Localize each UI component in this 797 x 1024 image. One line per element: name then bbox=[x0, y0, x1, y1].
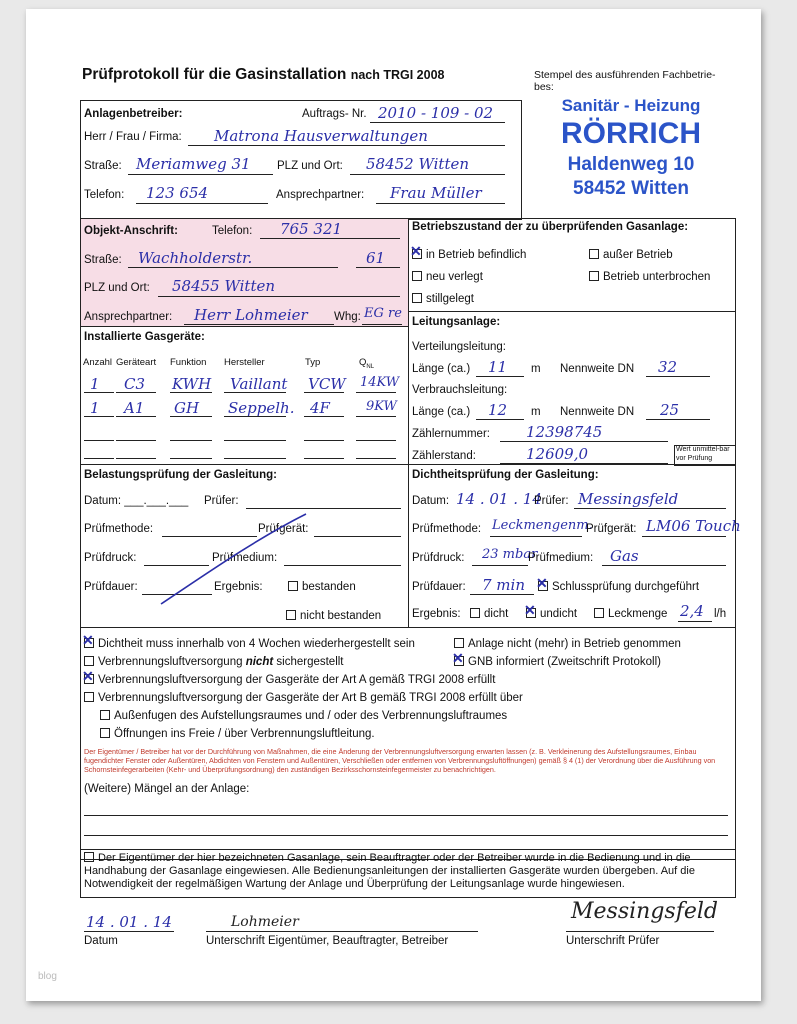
object-zip-label: PLZ und Ort: bbox=[84, 282, 150, 294]
load-result-label: Ergebnis: bbox=[214, 581, 263, 593]
object-contact[interactable]: Herr Lohmeier bbox=[194, 306, 308, 324]
load-method-label: Prüfmethode: bbox=[84, 523, 154, 535]
device-field-line bbox=[356, 392, 396, 393]
state-in-operation[interactable]: ✕in Betrieb befindlich bbox=[412, 249, 526, 261]
operator-heading: Anlagenbetreiber: bbox=[84, 108, 183, 120]
notice-text: Der Eigentümer / Betreiber hat vor der Durchführung von Maßnahmen, die eine Änderung der Verbrennungsluftversorgung erwarten lassen (z. B. Verkleinerung des Aufstellungsraumes, Einbau fugendichter Fenster oder Außentüren, Abdichten von Fenstern und Außentüren, Verschließen oder entfernen von Verbrennungsluftöffnungen) gemäß § 4 (1) der Verordnung über die Ausführung von Schornsteinfegerarbeiten (Kehr- und Überprüfungsordnung) den zuständigen Bezirksschornsteinfegermeister zu benachrichtigen. bbox=[84, 747, 716, 774]
device-2-maker[interactable]: Seppelh. bbox=[228, 399, 295, 417]
phone-label: Telefon: bbox=[84, 189, 125, 201]
leak-method-label: Prüfmethode: bbox=[412, 523, 482, 535]
device-field-line bbox=[84, 392, 114, 393]
device-field-line bbox=[304, 458, 344, 459]
leak-result-leaky[interactable]: ✕ undicht bbox=[526, 608, 577, 620]
signature-date[interactable]: 14 . 01 . 14 bbox=[86, 913, 172, 931]
load-duration-label: Prüfdauer: bbox=[84, 581, 138, 593]
leak-tester[interactable]: Messingsfeld bbox=[578, 490, 679, 508]
object-heading: Objekt-Anschrift: bbox=[84, 225, 178, 237]
instruction-text[interactable]: Der Eigentümer der hier bezeichneten Gasanlage, sein Beauftragter oder der Betreiber wurde in die Bedienung und in die Handhabung der Gasanlage eingewiesen. Alle Bedienungsanleitungen der installierten Gasgeräte wurden übergeben. Auf die Notwendigkeit der regelmäßigen Wartung der Anlage und Überprüfung der Leitungsanlage wurde hingewiesen. bbox=[84, 852, 695, 890]
measure-type-a[interactable]: ✕Verbrennungsluftversorgung der Gasgeräte der Art A gemäß TRGI 2008 erfüllt bbox=[84, 674, 495, 686]
device-field-line bbox=[84, 416, 114, 417]
cons-dn-label: Nennweite DN bbox=[560, 406, 635, 418]
street-label: Straße: bbox=[84, 160, 122, 172]
checkbox-icon[interactable] bbox=[100, 728, 110, 738]
leak-device[interactable]: LM06 Touch bbox=[646, 517, 741, 535]
meter-number[interactable]: 12398745 bbox=[526, 423, 603, 441]
load-failed[interactable]: nicht bestanden bbox=[286, 610, 381, 622]
object-phone[interactable]: 765 321 bbox=[280, 220, 343, 238]
state-decommissioned[interactable]: stillgelegt bbox=[412, 293, 474, 305]
leak-method[interactable]: Leckmengenm. bbox=[492, 518, 593, 533]
col-model: Typ bbox=[305, 357, 321, 368]
cons-label: Verbrauchsleitung: bbox=[412, 384, 508, 396]
device-1-type[interactable]: C3 bbox=[124, 375, 146, 393]
device-2-function[interactable]: GH bbox=[174, 399, 200, 417]
checkbox-icon[interactable] bbox=[84, 852, 94, 862]
state-out-of-service[interactable]: außer Betrieb bbox=[589, 249, 673, 261]
object-contact-label: Ansprechpartner: bbox=[84, 311, 173, 323]
leak-amount[interactable]: 2,4 bbox=[680, 602, 704, 620]
page-title: Prüfprotokoll für die Gasinstallation nach TRGI 2008 bbox=[82, 66, 445, 83]
col-function: Funktion bbox=[170, 357, 207, 368]
leak-pressure[interactable]: 23 mbar bbox=[482, 547, 538, 562]
checkbox-icon[interactable] bbox=[286, 610, 296, 620]
checkbox-checked-icon[interactable] bbox=[454, 656, 464, 666]
leak-medium[interactable]: Gas bbox=[610, 547, 639, 565]
piping-heading: Leitungsanlage: bbox=[412, 316, 501, 328]
col-maker: Hersteller bbox=[224, 357, 265, 368]
order-label: Auftrags- Nr. bbox=[302, 108, 367, 120]
dist-length-label: Länge (ca.) bbox=[412, 363, 471, 375]
leak-final-check[interactable]: ✕ Schlussprüfung durchgeführt bbox=[538, 581, 699, 593]
col-q: $Q_{NL}$ bbox=[359, 357, 375, 370]
checkbox-icon[interactable] bbox=[412, 293, 422, 303]
checkbox-checked-icon[interactable] bbox=[412, 249, 422, 259]
measure-air-not-ensured[interactable]: Verbrennungsluftversorgung nicht sichergestellt bbox=[84, 656, 344, 668]
checkbox-checked-icon[interactable] bbox=[84, 674, 94, 684]
device-field-line bbox=[356, 440, 396, 441]
leak-test-heading: Dichtheitsprüfung der Gasleitung: bbox=[412, 469, 599, 481]
devices-heading: Installierte Gasgeräte: bbox=[84, 331, 205, 343]
defects-label: (Weitere) Mängel an der Anlage: bbox=[84, 783, 250, 795]
device-field-line bbox=[224, 392, 286, 393]
tester-signature-label: Unterschrift Prüfer bbox=[566, 935, 660, 947]
name-label: Herr / Frau / Firma: bbox=[84, 131, 182, 143]
operator-contact[interactable]: Frau Müller bbox=[390, 184, 482, 202]
device-field-line bbox=[116, 416, 156, 417]
load-test-heading: Belastungsprüfung der Gasleitung: bbox=[84, 469, 277, 481]
checkbox-icon[interactable] bbox=[470, 608, 480, 618]
dist-dn[interactable]: 32 bbox=[658, 358, 678, 376]
checkbox-icon[interactable] bbox=[84, 656, 94, 666]
measure-openings[interactable]: Öffnungen ins Freie / über Verbrennungsluftleitung. bbox=[100, 728, 375, 740]
leak-duration[interactable]: 7 min bbox=[482, 576, 525, 594]
operator-zip[interactable]: 58452 Witten bbox=[366, 155, 470, 173]
owner-signature: Lohmeier bbox=[231, 914, 299, 930]
order-number[interactable]: 2010 - 109 - 02 bbox=[378, 104, 494, 122]
dist-label: Verteilungsleitung: bbox=[412, 341, 506, 353]
stamp-line-1: Sanitär - Heizung bbox=[561, 96, 701, 115]
device-2-type[interactable]: A1 bbox=[124, 399, 145, 417]
leak-pressure-label: Prüfdruck: bbox=[412, 552, 465, 564]
device-field-line bbox=[356, 458, 396, 459]
checkbox-icon[interactable] bbox=[594, 608, 604, 618]
floor-value[interactable]: EG re bbox=[364, 306, 402, 321]
device-field-line bbox=[304, 440, 344, 441]
stamp-label: Stempel des ausführenden Fachbetrie-bes: bbox=[534, 69, 716, 93]
device-field-line bbox=[356, 416, 396, 417]
floor-label: Whg: bbox=[334, 311, 361, 323]
checkbox-icon[interactable] bbox=[454, 638, 464, 648]
device-field-line bbox=[116, 458, 156, 459]
owner-signature-label: Unterschrift Eigentümer, Beauftragter, Betreiber bbox=[206, 935, 449, 947]
operator-name[interactable]: Matrona Hausverwaltungen bbox=[214, 127, 428, 145]
load-passed[interactable]: bestanden bbox=[288, 581, 356, 593]
leak-unit: l/h bbox=[714, 608, 727, 620]
object-phone-label: Telefon: bbox=[212, 225, 253, 237]
object-zip[interactable]: 58455 Witten bbox=[172, 277, 276, 295]
zip-label: PLZ und Ort: bbox=[277, 160, 343, 172]
device-2-q[interactable]: 9KW bbox=[366, 399, 397, 414]
device-field-line bbox=[170, 392, 212, 393]
object-house-number[interactable]: 61 bbox=[366, 249, 386, 267]
checkbox-checked-icon[interactable] bbox=[538, 581, 548, 591]
leak-amount-label[interactable]: Leckmenge bbox=[594, 608, 667, 620]
device-2-model[interactable]: 4F bbox=[310, 399, 330, 417]
device-field-line bbox=[224, 458, 286, 459]
signature-date-label: Datum bbox=[84, 935, 118, 947]
meter-reading[interactable]: 12609,0 bbox=[526, 445, 589, 463]
dist-dn-label: Nennweite DN bbox=[560, 363, 635, 375]
checkbox-checked-icon[interactable] bbox=[84, 638, 94, 648]
operating-state-heading: Betriebszustand der zu überprüfenden Gasanlage: bbox=[412, 221, 689, 233]
tester-signature: Messingsfeld bbox=[571, 899, 718, 924]
device-2-count[interactable]: 1 bbox=[90, 399, 100, 417]
state-interrupted[interactable]: Betrieb unterbrochen bbox=[589, 271, 710, 283]
load-device-label: Prüfgerät: bbox=[258, 523, 309, 535]
leak-date[interactable]: 14 . 01 . 14 bbox=[456, 490, 542, 508]
device-field-line bbox=[170, 416, 212, 417]
object-street-label: Straße: bbox=[84, 254, 122, 266]
checkbox-icon[interactable] bbox=[412, 271, 422, 281]
device-field-line bbox=[116, 392, 156, 393]
form-page bbox=[26, 9, 761, 1001]
col-type: Geräteart bbox=[116, 357, 157, 368]
contact-label: Ansprechpartner: bbox=[276, 189, 365, 201]
leak-result-label: Ergebnis: bbox=[412, 608, 461, 620]
dist-unit: m bbox=[531, 363, 541, 375]
device-1-q[interactable]: 14KW bbox=[360, 375, 400, 390]
watermark: blog bbox=[38, 971, 57, 982]
device-field-line bbox=[224, 440, 286, 441]
cons-dn[interactable]: 25 bbox=[660, 401, 680, 419]
device-field-line bbox=[170, 440, 212, 441]
stamp-street: Haldenweg 10 bbox=[567, 154, 695, 175]
device-field-line bbox=[116, 440, 156, 441]
leak-medium-label: Prüfmedium: bbox=[528, 552, 594, 564]
device-field-line bbox=[304, 416, 344, 417]
dist-length[interactable]: 11 bbox=[488, 358, 508, 376]
col-count: Anzahl bbox=[83, 357, 113, 368]
checkbox-icon[interactable] bbox=[589, 271, 599, 281]
device-field-line bbox=[170, 458, 212, 459]
load-pressure-label: Prüfdruck: bbox=[84, 552, 137, 564]
checkbox-icon[interactable] bbox=[100, 710, 110, 720]
measure-joints[interactable]: Außenfugen des Aufstellungsraumes und / oder des Verbrennungsluftraumes bbox=[100, 710, 507, 722]
measure-gnb-informed[interactable]: ✕ GNB informiert (Zweitschrift Protokoll) bbox=[454, 656, 661, 668]
checkbox-icon[interactable] bbox=[589, 249, 599, 259]
device-field-line bbox=[84, 440, 114, 441]
measure-type-b[interactable]: Verbrennungsluftversorgung der Gasgeräte der Art B gemäß TRGI 2008 erfüllt über bbox=[84, 692, 523, 704]
device-field-line bbox=[304, 392, 344, 393]
cons-length[interactable]: 12 bbox=[488, 401, 508, 419]
leak-tester-label: Prüfer: bbox=[534, 495, 569, 507]
operator-phone[interactable]: 123 654 bbox=[146, 184, 209, 202]
reading-label: Zählerstand: bbox=[412, 450, 476, 462]
object-street[interactable]: Wachholderstr. bbox=[138, 249, 253, 267]
stamp-city: 58452 Witten bbox=[573, 178, 689, 199]
device-1-count[interactable]: 1 bbox=[90, 375, 100, 393]
operator-street[interactable]: Meriamweg 31 bbox=[136, 155, 251, 173]
checkbox-checked-icon[interactable] bbox=[526, 608, 536, 618]
strike-through-line bbox=[156, 509, 316, 609]
state-newly-laid[interactable]: neu verlegt bbox=[412, 271, 483, 283]
cons-length-label: Länge (ca.) bbox=[412, 406, 471, 418]
checkbox-icon[interactable] bbox=[84, 692, 94, 702]
device-1-function[interactable]: KWH bbox=[172, 375, 212, 393]
reading-note: Wert unmittel-bar vor Prüfung bbox=[676, 446, 730, 462]
leak-result-tight[interactable]: dicht bbox=[470, 608, 508, 620]
device-1-maker[interactable]: Vaillant bbox=[230, 375, 288, 393]
stamp-company: RÖRRICH bbox=[561, 117, 701, 150]
leak-duration-label: Prüfdauer: bbox=[412, 581, 466, 593]
device-field-line bbox=[84, 458, 114, 459]
meter-label: Zählernummer: bbox=[412, 428, 490, 440]
load-tester-label: Prüfer: bbox=[204, 495, 239, 507]
leak-date-label: Datum: bbox=[412, 495, 450, 507]
device-1-model[interactable]: VCW bbox=[308, 375, 346, 393]
measure-tightness[interactable]: ✕Dichtheit muss innerhalb von 4 Wochen wiederhergestellt sein bbox=[84, 638, 415, 650]
cons-unit: m bbox=[531, 406, 541, 418]
device-field-line bbox=[224, 416, 286, 417]
measure-not-operated[interactable]: Anlage nicht (mehr) in Betrieb genommen bbox=[454, 638, 681, 650]
load-medium-label: Prüfmedium: bbox=[212, 552, 278, 564]
leak-device-label: Prüfgerät: bbox=[586, 523, 637, 535]
load-date-label: Datum: ___.___.___ bbox=[84, 495, 189, 507]
